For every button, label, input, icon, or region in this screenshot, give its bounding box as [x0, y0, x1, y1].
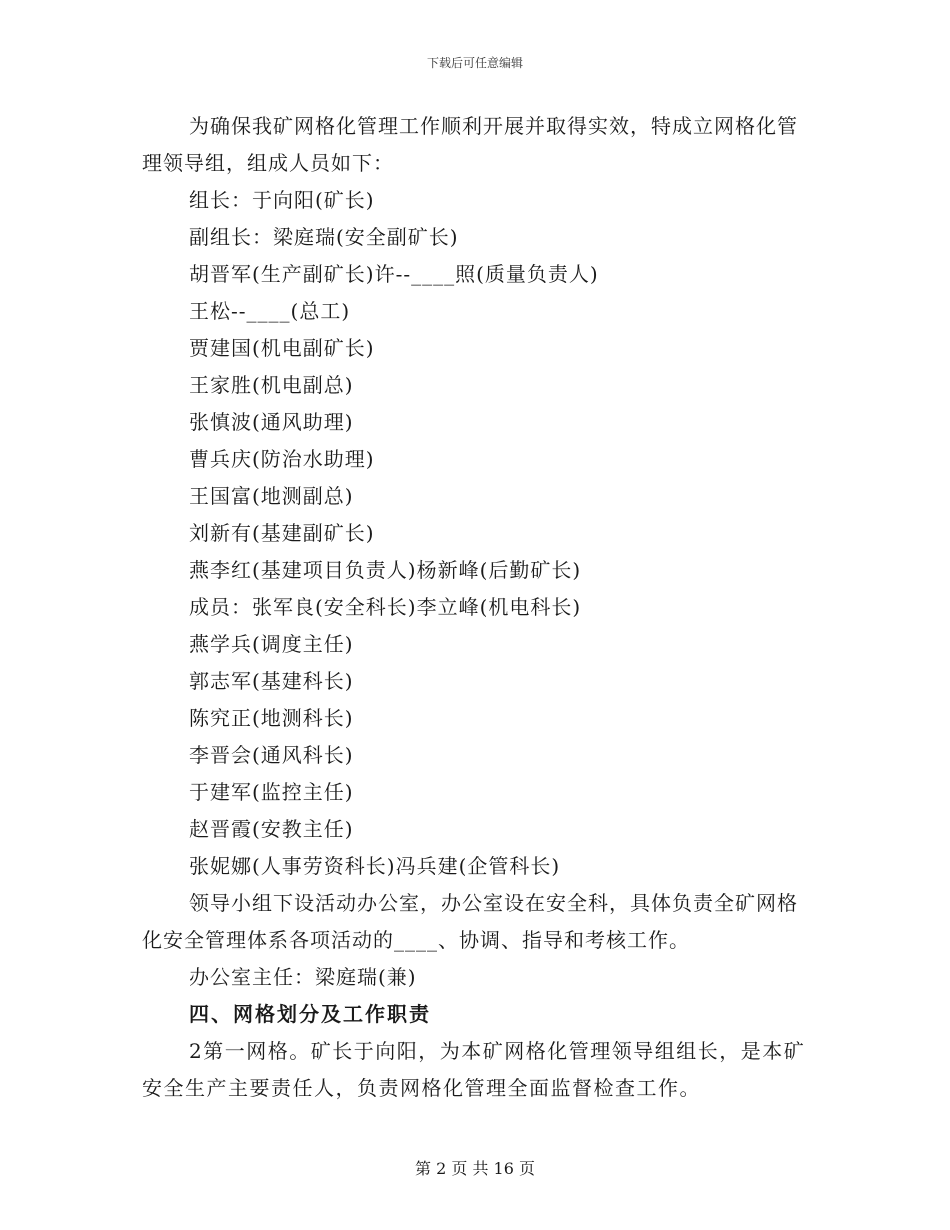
member-line: 李晋会(通风科长) [189, 743, 354, 767]
member-line: 王国富(地测副总) [189, 484, 354, 508]
intro-paragraph: 为确保我矿网格化管理工作顺利开展并取得实效，特成立网格化管理领导组，组成人员如下： [142, 114, 798, 175]
member-line: 贾建国(机电副矿长) [189, 336, 375, 360]
member-line: 陈究正(地测科长) [189, 706, 354, 730]
member-line: 燕学兵(调度主任) [189, 632, 354, 656]
header-note: 下载后可任意编辑 [426, 56, 523, 70]
section-heading: 四、网格划分及工作职责 [189, 1002, 431, 1026]
member-line: 胡晋军(生产副矿长)许--____照(质量负责人) [189, 262, 599, 286]
member-line: 曹兵庆(防治水助理) [189, 447, 375, 471]
member-line: 赵晋霞(安教主任) [189, 817, 354, 841]
member-line: 张慎波(通风助理) [189, 410, 354, 434]
deputy-leader-line: 副组长：梁庭瑞(安全副矿长) [189, 225, 459, 249]
member-line: 郭志军(基建科长) [189, 669, 354, 693]
member-line: 王家胜(机电副总) [189, 373, 354, 397]
document-body [142, 108, 818, 1107]
office-director-line: 办公室主任：梁庭瑞(兼) [189, 965, 417, 989]
leader-line: 组长：于向阳(矿长) [189, 188, 375, 212]
member-line: 王松--____(总工) [189, 299, 351, 323]
member-line: 于建军(监控主任) [189, 780, 354, 804]
section-intro-paragraph: 2第一网格。矿长于向阳，为本矿网格化管理领导组组长，是本矿安全生产主要责任人，负责网格化管理全面监督检查工作。 [142, 1039, 806, 1100]
office-paragraph: 领导小组下设活动办公室，办公室设在安全科，具体负责全矿网格化安全管理体系各项活动的____、协调、指导和考核工作。 [142, 891, 798, 952]
page-number: 第 2 页 共 16 页 [415, 1159, 535, 1178]
members-line: 成员：张军良(安全科长)李立峰(机电科长) [189, 595, 582, 619]
member-line: 张妮娜(人事劳资科长)冯兵建(企管科长) [189, 854, 561, 878]
member-line: 刘新有(基建副矿长) [189, 521, 375, 545]
member-line: 燕李红(基建项目负责人)杨新峰(后勤矿长) [189, 558, 582, 582]
